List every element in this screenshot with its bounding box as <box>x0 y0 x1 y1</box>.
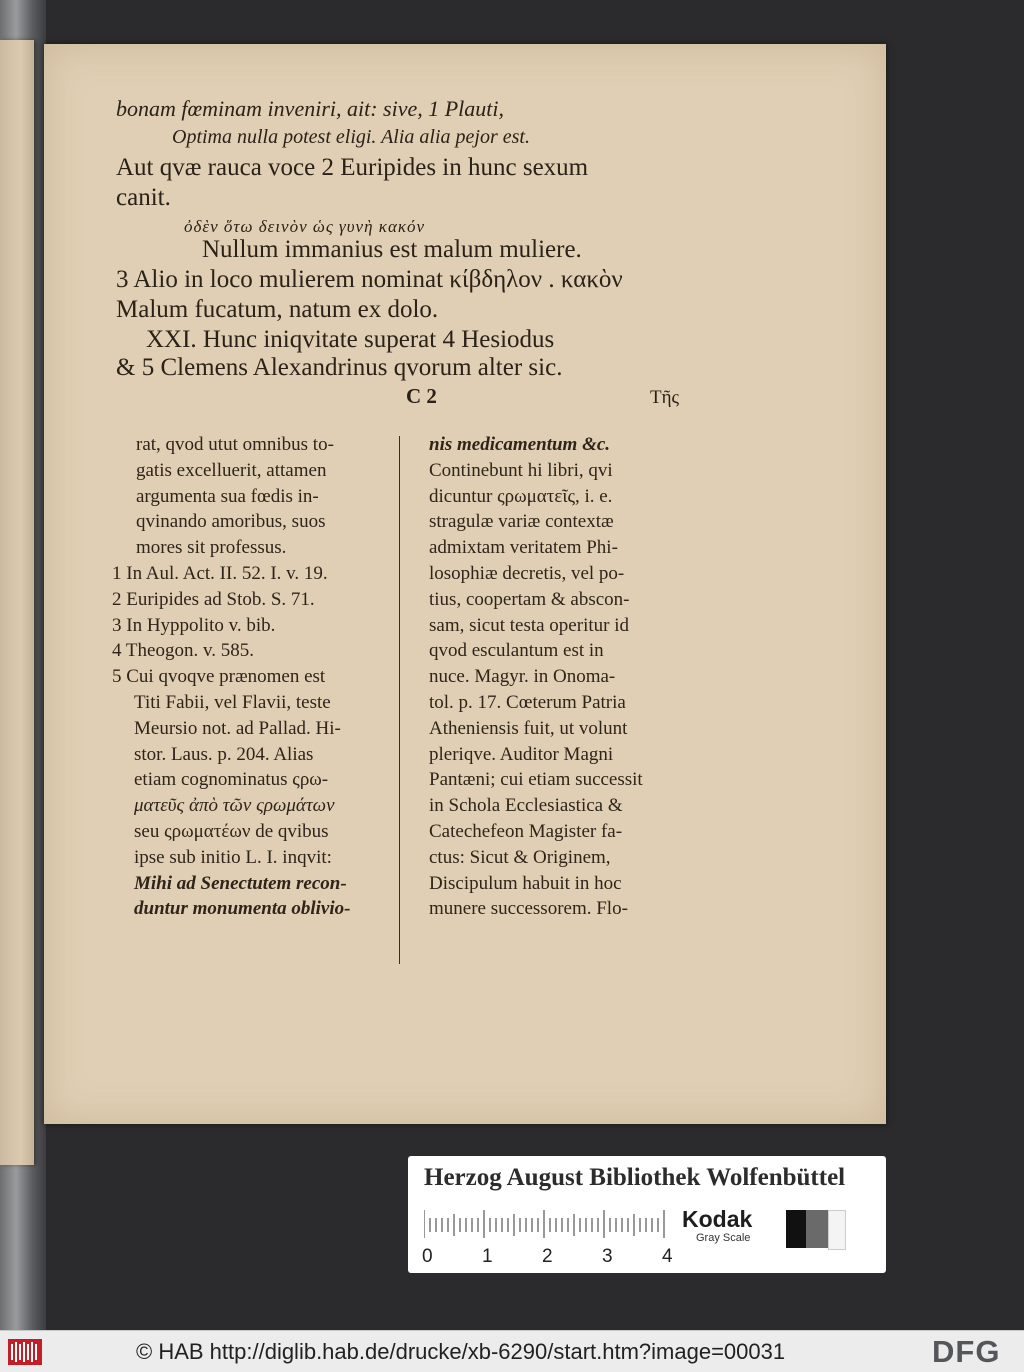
footnote-line: Continebunt hi libri, qvi <box>429 459 613 481</box>
footnote-line: Atheniensis fuit, ut volunt <box>429 717 628 739</box>
book-page <box>44 44 886 1124</box>
footnote-line: nuce. Magyr. in Onoma- <box>429 666 616 688</box>
footnote-line: stor. Laus. p. 204. Alias <box>134 743 314 765</box>
ruler-scale <box>424 1210 670 1238</box>
footnote-line: dicuntur ςρωματεῖς, i. e. <box>429 485 613 507</box>
footnote-line: seu ςρωματέων de qvibus <box>134 820 329 842</box>
footnote-line: etiam cognominatus ςρω- <box>134 769 329 791</box>
dfg-logo: DFG <box>932 1334 1001 1369</box>
footnote-line: 5 Cui qvoqve prænomen est <box>112 666 326 688</box>
footnote-line: stragulæ variæ contextæ <box>429 511 614 533</box>
text-line-8: Malum fucatum, natum ex dolo. <box>116 296 439 323</box>
hab-logo-icon <box>8 1339 42 1365</box>
footer-bar <box>0 1330 1024 1372</box>
footnote-line: admixtam veritatem Phi- <box>429 537 618 559</box>
text-line-2: Optima nulla potest eligi. Alia alia pejor est. <box>172 126 530 148</box>
text-line-6: Nullum immanius est malum muliere. <box>202 236 582 263</box>
previous-leaf-edge <box>0 40 34 1165</box>
ruler-numbers <box>418 1246 678 1268</box>
footnote-line: tol. p. 17. Cœterum Patria <box>429 691 626 713</box>
swatch-white <box>828 1210 846 1250</box>
text-line-3: Aut qvæ rauca voce 2 Euripides in hunc sexum <box>116 154 589 181</box>
swatch-black <box>786 1210 806 1248</box>
copyright-link[interactable]: © HAB http://diglib.hab.de/drucke/xb-6290/start.htm?image=00031 <box>136 1339 786 1364</box>
ruler-number: 2 <box>542 1246 553 1267</box>
swatch-gray <box>806 1210 828 1248</box>
footnote-line: pleriqve. Auditor Magni <box>429 743 614 765</box>
footnote-line: 4 Theogon. v. 585. <box>112 640 254 662</box>
footnote-line: ματεῦς ἀπὸ τῶν ςρωμάτων <box>134 795 335 817</box>
footnote-line: Titi Fabii, vel Flavii, teste <box>134 691 331 713</box>
footnote-line: 2 Euripides ad Stob. S. 71. <box>112 588 315 610</box>
footnote-line: mores sit professus. <box>136 537 287 559</box>
footnote-line: tius, coopertam & abscon- <box>429 588 630 610</box>
footnote-line: 3 In Hyppolito v. bib. <box>112 614 276 636</box>
gray-scale-label: Gray Scale <box>696 1232 751 1244</box>
footnote-line: gatis excelluerit, attamen <box>136 459 327 481</box>
footnote-line: Pantæni; cui etiam successit <box>429 769 643 791</box>
text-line-4: canit. <box>116 184 171 211</box>
footnote-line: Mihi ad Senectutem recon- <box>134 872 347 894</box>
footnote-line: qvinando amoribus, suos <box>136 511 326 533</box>
card-title: Herzog August Bibliothek Wolfenbüttel <box>424 1164 846 1191</box>
text-line-7: 3 Alio in loco mulierem nominat κίβδηλον . κακὸν <box>116 266 623 293</box>
footnote-line: duntur monumenta oblivio- <box>134 898 351 920</box>
footnote-line: rat, qvod utut omnibus to- <box>136 434 334 455</box>
footnote-line: in Schola Ecclesiastica & <box>429 795 623 817</box>
ruler-number: 3 <box>602 1246 613 1267</box>
footnote-line: sam, sicut testa operitur id <box>429 614 629 636</box>
column-divider <box>399 436 400 964</box>
greek-quote: ὀδὲν ὅτω δεινὸν ὡς γυνὴ κακόν <box>184 217 426 236</box>
ruler-number: 4 <box>662 1246 673 1267</box>
footnote-column-left <box>112 432 396 922</box>
footnote-line: qvod esculantum est in <box>429 640 604 662</box>
text-line-10: & 5 Clemens Alexandrinus qvorum alter sic. <box>116 354 563 381</box>
footnote-line: Meursio not. ad Pallad. Hi- <box>134 717 341 739</box>
ruler-number: 0 <box>422 1246 433 1267</box>
footnote-line: ipse sub initio L. I. inqvit: <box>134 846 332 868</box>
text-line-1: bonam fœminam inveniri, ait: sive, 1 Plauti, <box>116 96 505 121</box>
catchword: Τῆς <box>650 387 680 408</box>
footnote-line: Discipulum habuit in hoc <box>429 872 622 894</box>
ruler-number: 1 <box>482 1246 493 1267</box>
footnote-line: nis medicamentum &c. <box>429 434 611 455</box>
footnote-line: munere successorem. Flo- <box>429 898 628 920</box>
footnote-line: ctus: Sicut & Originem, <box>429 846 611 868</box>
footnote-line: argumenta sua fœdis in- <box>136 485 319 507</box>
text-line-9: XXI. Hunc iniqvitate superat 4 Hesiodus <box>146 326 555 353</box>
footnote-line: losophiæ decretis, vel po- <box>429 562 625 584</box>
color-calibration-card <box>408 1156 886 1273</box>
footnote-column-right <box>429 432 681 922</box>
signature-mark: C 2 <box>406 384 437 408</box>
footnote-line: Catechefeon Magister fa- <box>429 820 623 842</box>
kodak-logo: Kodak <box>682 1206 753 1232</box>
footnote-line: 1 In Aul. Act. II. 52. I. v. 19. <box>112 562 328 584</box>
